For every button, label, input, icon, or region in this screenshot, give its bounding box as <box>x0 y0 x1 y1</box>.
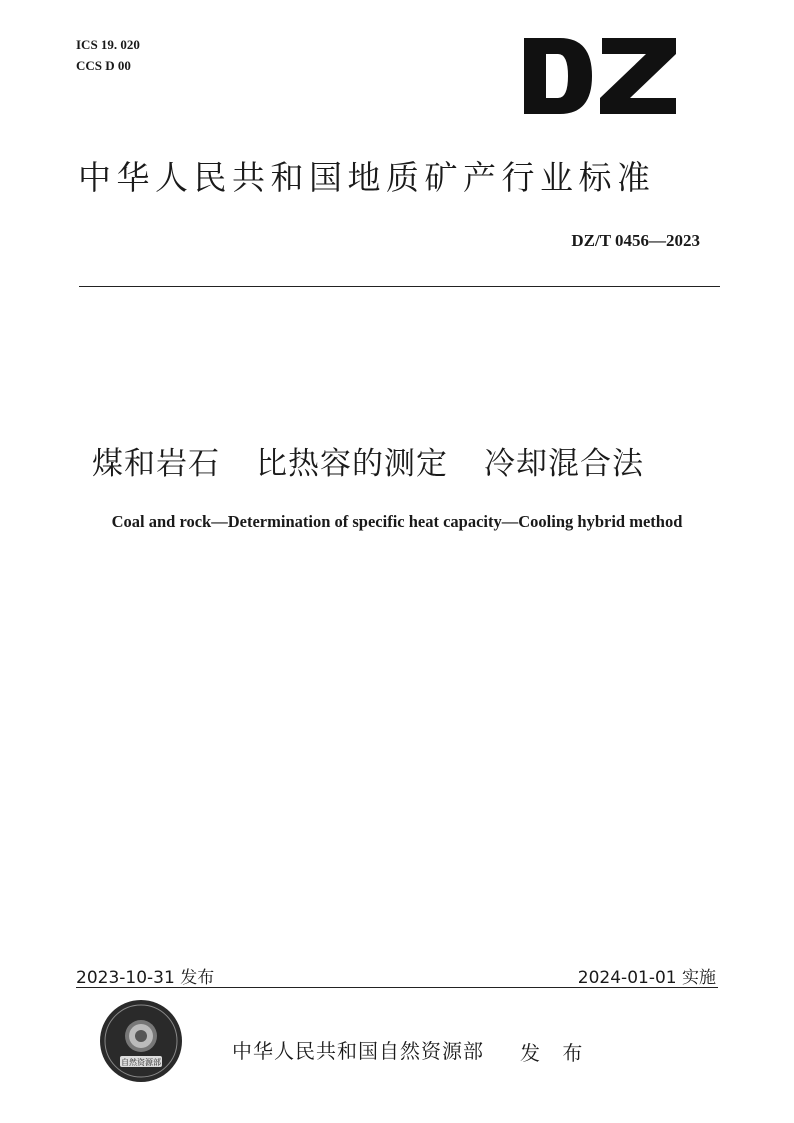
dz-logo-z-shape <box>600 38 676 114</box>
bottom-divider <box>76 987 718 988</box>
title-zh-part2: 比热容的测定 <box>256 446 448 482</box>
classification-codes <box>76 34 140 76</box>
standard-number: DZ/T 0456—2023 <box>571 231 700 250</box>
ics-code: ICS 19. 020 <box>76 37 140 52</box>
dz-logo-d-shape <box>524 38 592 114</box>
issue-date: 2023-10-31 发布 <box>76 968 215 988</box>
org-title: 中华人民共和国地质矿产行业标准 <box>78 158 656 197</box>
ccs-code: CCS D 00 <box>76 58 131 73</box>
official-seal <box>98 998 184 1084</box>
title-zh-part3: 冷却混合法 <box>484 446 644 482</box>
title-english: Coal and rock—Determination of specific heat capacity—Cooling hybrid method <box>111 512 683 531</box>
title-zh-part1: 煤和岩石 <box>92 446 220 482</box>
top-divider <box>79 286 720 287</box>
seal-text: 自然资源部 <box>121 1058 161 1067</box>
dz-logo <box>520 36 680 116</box>
issuer-name: 中华人民共和国自然资源部 <box>232 1039 484 1063</box>
title-chinese <box>92 438 644 483</box>
issue-word: 发 布 <box>520 1041 591 1065</box>
implementation-date: 2024-01-01 实施 <box>577 968 716 988</box>
